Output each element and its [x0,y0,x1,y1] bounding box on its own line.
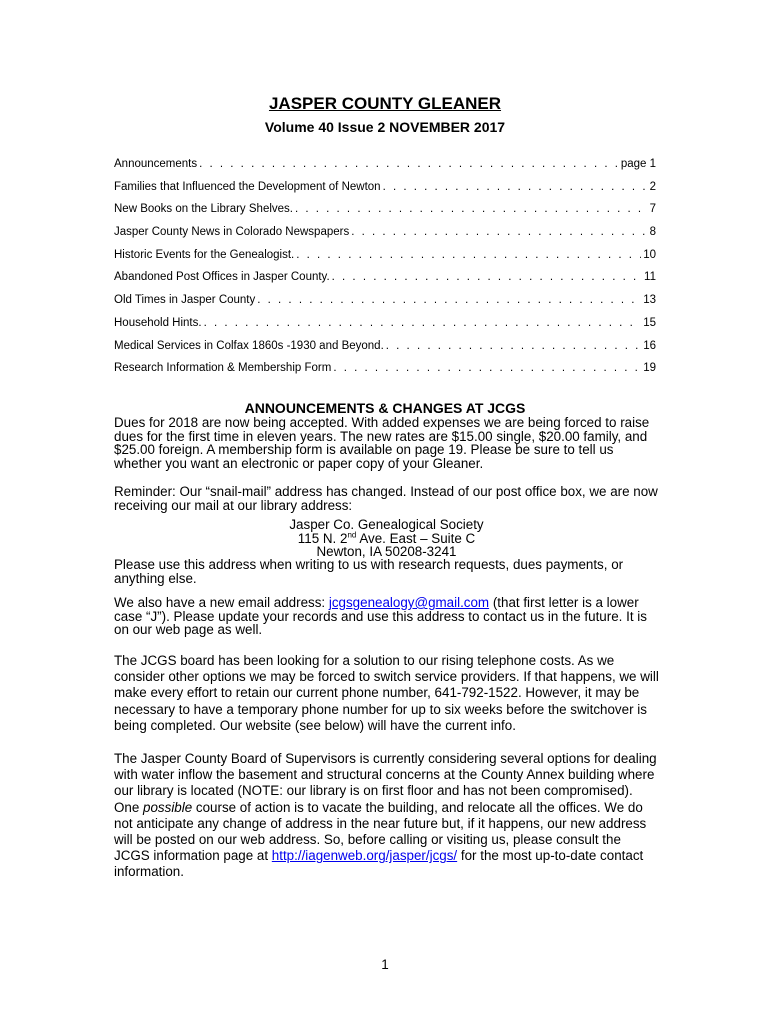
toc-entry-page: 19 [643,362,656,375]
toc-entry-title: Jasper County News in Colorado Newspapers [114,226,350,239]
toc-leader-dots [295,203,648,215]
toc-entry[interactable] [114,294,656,317]
toc-entry-page: 16 [643,339,656,352]
board-text-mid: course of action is to vacate the building, and relocate all the offices. We do not anticipate any change of address in the near future but, if it happens, our new address will be posted on our web address. So, before calling or visiting us, please consult the JCGS information page at [114,799,647,864]
toc-entry[interactable] [114,181,656,204]
toc-entry[interactable] [114,362,656,385]
email-paragraph [114,596,659,637]
toc-entry-title: Families that Influenced the Development of Newton [114,180,381,193]
toc-leader-dots [351,226,647,238]
phone-paragraph: The JCGS board has been looking for a solution to our rising telephone costs. As we consider other options we may be forced to switch service providers. If that happens, we will make every effort to retain our current phone number, 641-792-1522. However, it may be necessary to have a temporary phone number for up to six weeks before the switchover is being completed. Our website (see below) will have the current info. [114,653,659,733]
issue-subtitle: Volume 40 Issue 2 NOVEMBER 2017 [264,119,506,135]
reminder-paragraph: Reminder: Our “snail-mail” address has changed. Instead of our post office box, we are now receiving our mail at our library address: [114,484,658,513]
announcements-heading: ANNOUNCEMENTS & CHANGES AT JCGS [244,400,526,416]
address-line: Jasper Co. Genealogical Society [289,517,484,532]
toc-entry-page: page 1 [620,158,656,170]
dues-paragraph: Dues for 2018 are now being accepted. With added expenses we are being forced to raise dues for the first time in eleven years. The new rates are $15.00 single, $20.00 family, and $25.00 foreign. A membership form is available on page 19. Please be sure to tell us whether you want an electronic or paper copy of your Gleaner. [114,415,650,471]
toc-leader-dots [296,249,641,261]
address-line: Newton, IA 50208-3241 [316,544,457,560]
toc-leader-dots [257,294,641,306]
mailing-address [114,518,659,559]
toc-entry[interactable] [114,271,656,294]
toc-leader-dots [333,362,641,374]
toc-entry[interactable] [114,317,656,340]
toc-leader-dots [332,271,642,283]
email-intro: We also have a new email address: [114,595,329,610]
board-paragraph [114,751,659,881]
toc-leader-dots [383,181,648,193]
toc-entry[interactable] [114,158,656,181]
table-of-contents [114,158,656,385]
board-text-end: for the most up-to-date contact information. [114,848,644,880]
toc-leader-dots [199,158,619,170]
toc-entry-page: 10 [643,248,656,261]
toc-leader-dots [204,317,642,329]
board-emphasis: possible [143,799,193,815]
toc-entry[interactable] [114,249,656,272]
address-note-paragraph: Please use this address when writing to us with research requests, dues payments, or anything else. [114,557,624,586]
toc-entry-page: 13 [643,294,656,307]
toc-entry-title: Medical Services in Colfax 1860s -1930 and Beyond. [114,339,384,352]
website-link[interactable]: http://iagenweb.org/jasper/jcgs/ [271,848,458,864]
toc-entry[interactable] [114,340,656,363]
page-number: 1 [381,957,389,972]
toc-entry-title: Abandoned Post Offices in Jasper County. [114,271,330,284]
email-note: (that first letter is a lower case “J”). Please update your records and use this address to contact us in the future. It is on our web page as well. [114,595,647,638]
toc-entry-page: 2 [649,180,656,193]
ordinal-suffix: nd [347,530,357,540]
toc-entry-page: 8 [649,226,656,239]
toc-entry-page: 11 [644,271,656,284]
email-link[interactable]: jcgsgenealogy@gmail.com [328,595,490,610]
address-street: 115 N. 2 [297,530,348,546]
toc-entry-title: Research Information & Membership Form [114,362,332,375]
toc-entry-title: Historic Events for the Genealogist. [114,248,295,261]
toc-entry-title: Household Hints. [114,316,202,329]
toc-entry-title: Announcements [114,158,198,170]
toc-entry[interactable] [114,203,656,226]
newsletter-title: JASPER COUNTY GLEANER [268,94,502,113]
address-line [114,532,659,546]
toc-entry[interactable] [114,226,656,249]
address-street-rest: Ave. East – Suite C [356,530,476,546]
toc-leader-dots [386,340,641,352]
toc-entry-title: Old Times in Jasper County [114,294,256,307]
toc-entry-page: 15 [643,316,656,329]
toc-entry-page: 7 [649,203,656,216]
toc-entry-title: New Books on the Library Shelves. [114,203,293,216]
board-text: The Jasper County Board of Supervisors is currently considering several options for dealing with water inflow the basement and structural concerns at the County Annex building where our library is located (NOTE: our library is on first floor and has not been compromised). One [114,751,657,815]
